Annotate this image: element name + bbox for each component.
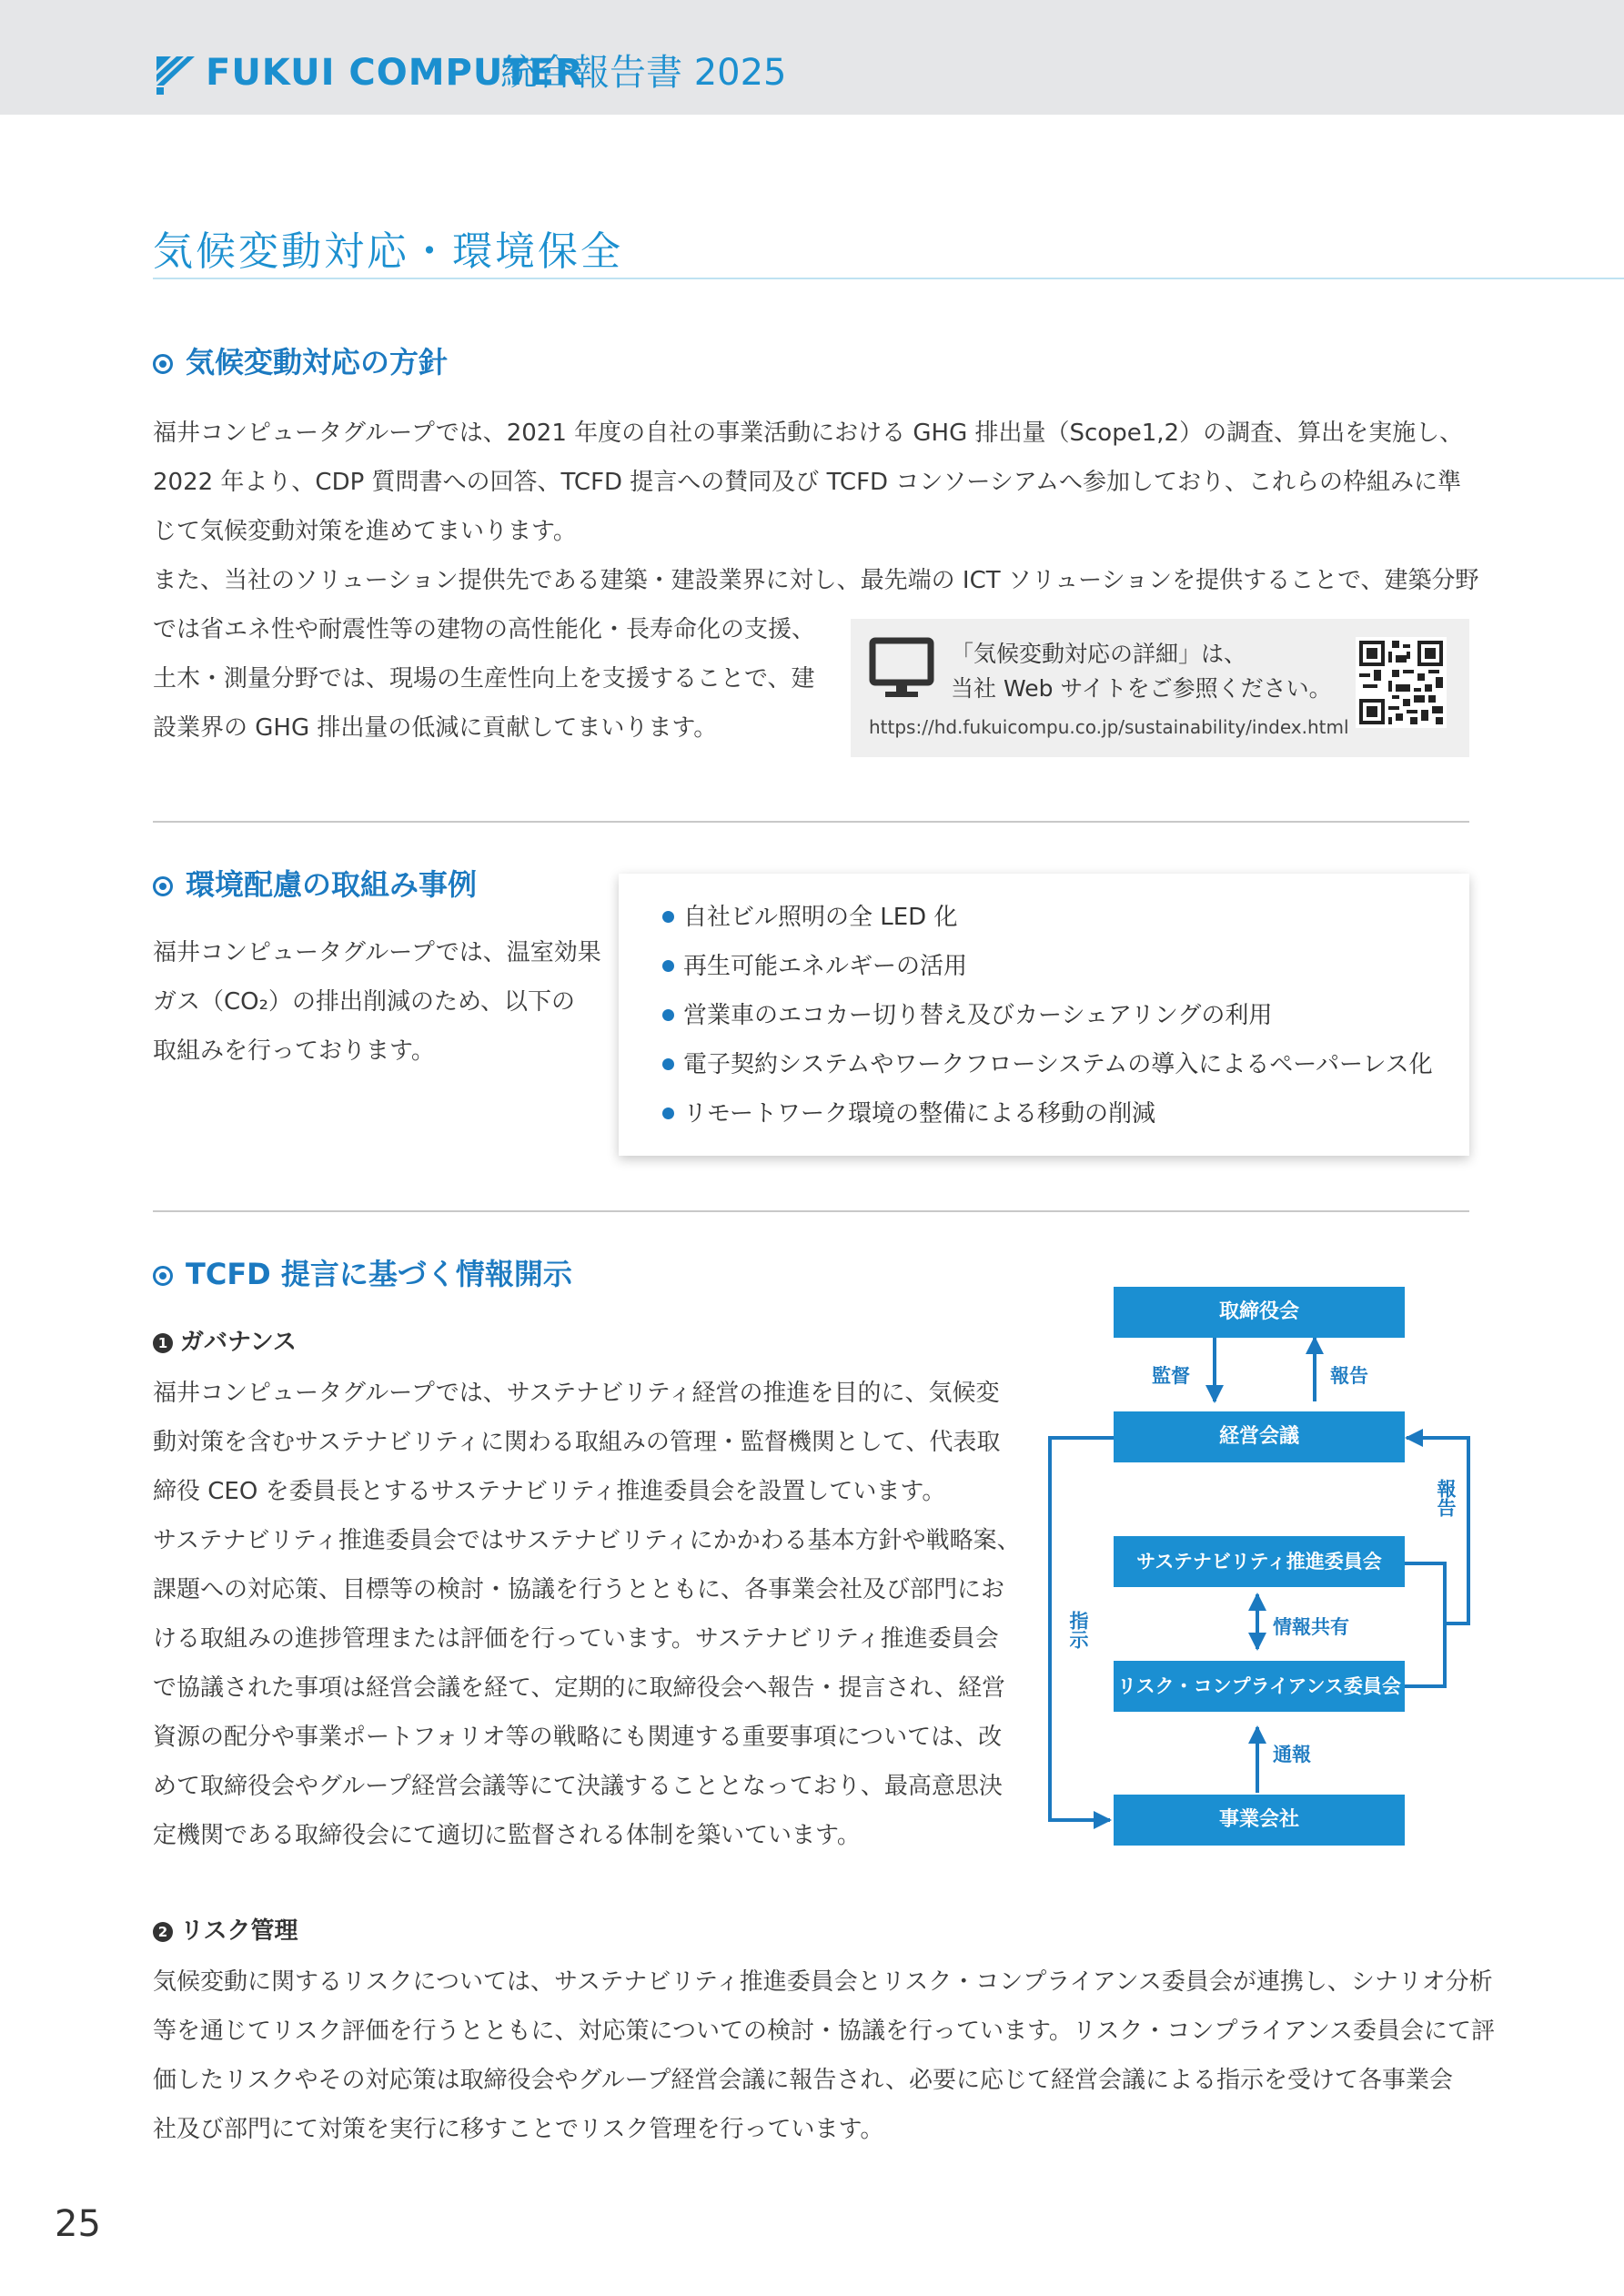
org-box-board: 取締役会 — [1114, 1287, 1405, 1338]
list-item: 営業車のエコカー切り替え及びカーシェアリングの利用 — [662, 997, 1272, 1034]
list-item: リモートワーク環境の整備による移動の削減 — [662, 1096, 1155, 1132]
climate-policy-text: 福井コンピュータグループでは、2021 年度の自社の事業活動における GHG 排出量（Scope1,2）の調査、算出を実施し、 2022 年より、CDP 質問書への回答、TCFD 提言への賛同及び TCFD コンソーシアムへ参加しており、これらの枠組みに準 じて気候変動対策を進めてまいります。 また、当社のソリューション提供先である建築・建設業界に対し、最先端の ICT ソリューションを提供することで、建築分野 では省エネ性や耐震性等の建物の高性能化・長寿命化の支援、 土木・測量分野では、現場の生産性向上を支援することで、建 設業界の GHG 排出量の低減に貢献してまいります。 — [153, 420, 1479, 742]
label-notify: 通報 — [1273, 1744, 1311, 1765]
section-divider — [153, 1210, 1469, 1212]
title-divider — [153, 278, 1624, 279]
section-divider — [153, 821, 1469, 823]
qr-code — [1356, 637, 1447, 728]
org-box-management: 経営会議 — [1114, 1411, 1405, 1462]
risk-text: 気候変動に関するリスクについては、サステナビリティ推進委員会とリスク・コンプライアンス委員会が連携し、シナリオ分析 等を通じてリスク評価を行うとともに、対応策についての検討・協議を行っています。リスク・コンプライアンス委員会にて評 価したリスクやその対応策は取締役会やグループ経営会議に報告され、必要に応じて経営会議による指示を受けて各事業会 社及び部門にて対策を実行に移すことでリスク管理を行っています。 — [153, 1968, 1495, 2143]
list-item: 再生可能エネルギーの活用 — [662, 948, 967, 985]
governance-heading: 1 ガバナンス — [153, 1324, 297, 1360]
list-item: 電子契約システムやワークフローシステムの導入によるペーパーレス化 — [662, 1047, 1433, 1083]
label-share: 情報共有 — [1273, 1616, 1349, 1638]
report-title: 統合報告書 2025 — [500, 52, 787, 94]
risk-heading: 2 リスク管理 — [153, 1913, 298, 1949]
monitor-icon — [869, 637, 934, 701]
label-instruct: 指示 — [1067, 1611, 1089, 1649]
brand-name: FUKUI COMPUTER — [206, 52, 584, 94]
governance-text: 福井コンピュータグループでは、サステナビリティ経営の推進を目的に、気候変 動対策を含むサステナビリティに関わる取組みの管理・監督機関として、代表取 締役 CEO を委員長とするサステナビリティ推進委員会を設置しています。 サステナビリティ推進委員会ではサステナビリティにかかわる基本方針や戦略案、 課題への対応策、目標等の検討・協議を行うとともに、各事業会社及び部門にお ける取組みの進捗管理または評価を行っています。サステナビリティ推進委員会 で協議された事項は経営会議を経て、定期的に取締役会へ報告・提言され、経営 資源の配分や事業ポートフォリオ等の戦略にも関連する重要事項については、改 めて取締役会やグループ経営会議等にて決議することとなっており、最高意思決 定機関である取締役会にて適切に監督される体制を築いています。 — [153, 1380, 1021, 1849]
target-bullet-icon — [153, 876, 173, 896]
fukui-logo-icon — [153, 53, 197, 96]
climate-policy-heading: 気候変動対応の方針 — [153, 342, 448, 382]
label-supervise: 監督 — [1152, 1365, 1190, 1387]
tcfd-heading: TCFD 提言に基づく情報開示 — [153, 1254, 572, 1294]
env-initiatives-card — [619, 874, 1469, 1156]
org-box-sustainability: サステナビリティ推進委員会 — [1114, 1536, 1405, 1587]
page-number: 25 — [55, 2203, 101, 2245]
target-bullet-icon — [153, 1266, 173, 1286]
list-item: 自社ビル照明の全 LED 化 — [662, 899, 957, 936]
section-title: 気候変動対応・環境保全 — [153, 228, 623, 275]
website-info-text: 「気候変動対応の詳細」は、 当社 Web サイトをご参照ください。 — [951, 641, 1332, 702]
website-url[interactable]: https://hd.fukuicompu.co.jp/sustainability/index.html — [869, 716, 1349, 738]
org-box-risk: リスク・コンプライアンス委員会 — [1114, 1661, 1405, 1712]
env-initiatives-heading: 環境配慮の取組み事例 — [153, 865, 477, 905]
env-initiatives-text: 福井コンピュータグループでは、温室効果 ガス（CO₂）の排出削減のため、以下の 取組みを行っております。 — [153, 939, 601, 1065]
target-bullet-icon — [153, 354, 173, 374]
label-report-side: 報告 — [1435, 1479, 1457, 1517]
label-report: 報告 — [1330, 1365, 1368, 1387]
org-box-companies: 事業会社 — [1114, 1795, 1405, 1846]
